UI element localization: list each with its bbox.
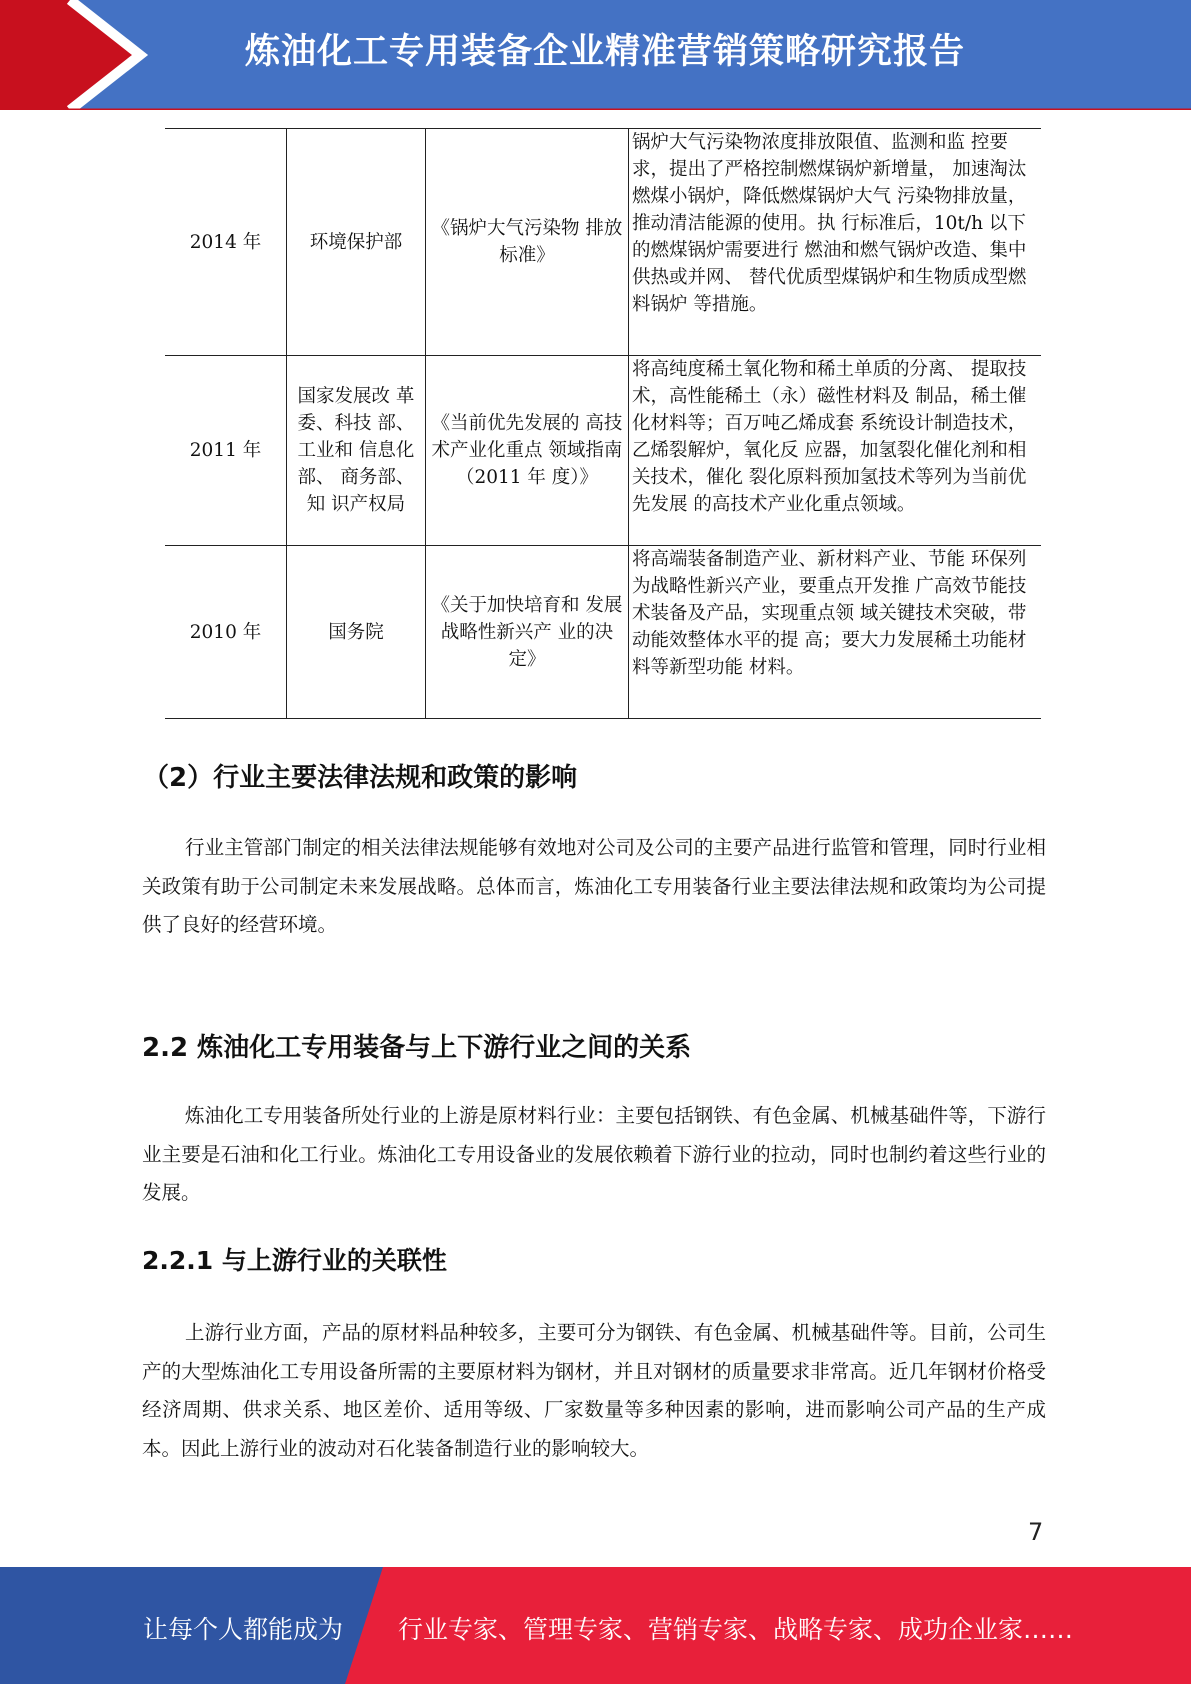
- section-heading-2-2: 2.2 炼油化工专用装备与上下游行业之间的关系: [142, 1033, 692, 1063]
- header-banner: [0, 0, 1191, 110]
- table-cell-department: 环境保护部: [287, 129, 426, 356]
- table-cell-content: 锅炉大气污染物浓度排放限值、监测和监 控要求，提出了严格控制燃煤锅炉新增量， 加速淘汰燃煤小锅炉，降低燃煤锅炉大气 污染物排放量，推动清洁能源的使用。执 行标准后，10t/h 以下的燃煤锅炉需要进行 燃油和燃气锅炉改造、集中供热或并网、 替代优质型煤锅炉和生物质成型燃料锅炉 等措施。: [629, 129, 1042, 356]
- table-cell-content: 将高纯度稀土氧化物和稀土单质的分离、 提取技术，高性能稀土（永）磁性材料及 制品，稀土催化材料等；百万吨乙烯成套 系统设计制造技术，乙烯裂解炉，氧化反 应器，加氢裂化催化剂和相关技术，催化 裂化原料预加氢技术等列为当前优先发展 的高技术产业化重点领域。: [629, 356, 1042, 546]
- table-row: [165, 129, 1041, 356]
- table-cell-department: 国家发展改 革委、科技 部、工业和 信息化部、 商务部、知 识产权局: [287, 356, 426, 546]
- table-cell-year: 2010 年: [165, 546, 287, 719]
- footer-slogan-roles: 行业专家、管理专家、营销专家、战略专家、成功企业家……: [398, 1615, 1074, 1644]
- footer-slogan-lead: 让每个人都能成为: [143, 1615, 344, 1644]
- section-heading-policy-impact: （2）行业主要法律法规和政策的影响: [143, 763, 578, 793]
- table-cell-department: 国务院: [287, 546, 426, 719]
- paragraph-2-2-1: 上游行业方面，产品的原材料品种较多，主要可分为钢铁、有色金属、机械基础件等。目前，公司生产的大型炼油化工专用设备所需的主要原材料为钢材，并且对钢材的质量要求非常高。近几年钢材价格受经济周期、供求关系、地区差价、适用等级、厂家数量等多种因素的影响，进而影响公司产品的生产成本。因此上游行业的波动对石化装备制造行业的影响较大。: [142, 1321, 1046, 1460]
- document-title: 炼油化工专用装备企业精准营销策略研究报告: [245, 32, 966, 72]
- table-cell-document: 《锅炉大气污染物 排放标准》: [426, 129, 629, 356]
- footer-banner: [0, 1567, 1191, 1684]
- table-cell-content: 将高端装备制造产业、新材料产业、节能 环保列为战略性新兴产业，要重点开发推 广高效节能技术装备及产品，实现重点领 域关键技术突破，带动能效整体水平的提 高；要大力发展稀土功能材料等新型功能 材料。: [629, 546, 1042, 719]
- table-row: [165, 546, 1041, 719]
- table-cell-document: 《关于加快培育和 发展战略性新兴产 业的决定》: [426, 546, 629, 719]
- table-cell-document: 《当前优先发展的 高技术产业化重点 领域指南（2011 年 度）》: [426, 356, 629, 546]
- policy-table: [165, 128, 1041, 719]
- page-number: 7: [1028, 1518, 1044, 1546]
- table-cell-year: 2014 年: [165, 129, 287, 356]
- paragraph-policy-impact: 行业主管部门制定的相关法律法规能够有效地对公司及公司的主要产品进行监管和管理，同时行业相关政策有助于公司制定未来发展战略。总体而言，炼油化工专用装备行业主要法律法规和政策均为公司提供了良好的经营环境。: [142, 836, 1046, 936]
- paragraph-2-2: 炼油化工专用装备所处行业的上游是原材料行业：主要包括钢铁、有色金属、机械基础件等，下游行业主要是石油和化工行业。炼油化工专用设备业的发展依赖着下游行业的拉动，同时也制约着这些行业的发展。: [142, 1104, 1046, 1204]
- table-cell-year: 2011 年: [165, 356, 287, 546]
- section-heading-2-2-1: 2.2.1 与上游行业的关联性: [142, 1246, 447, 1275]
- table-row: [165, 356, 1041, 546]
